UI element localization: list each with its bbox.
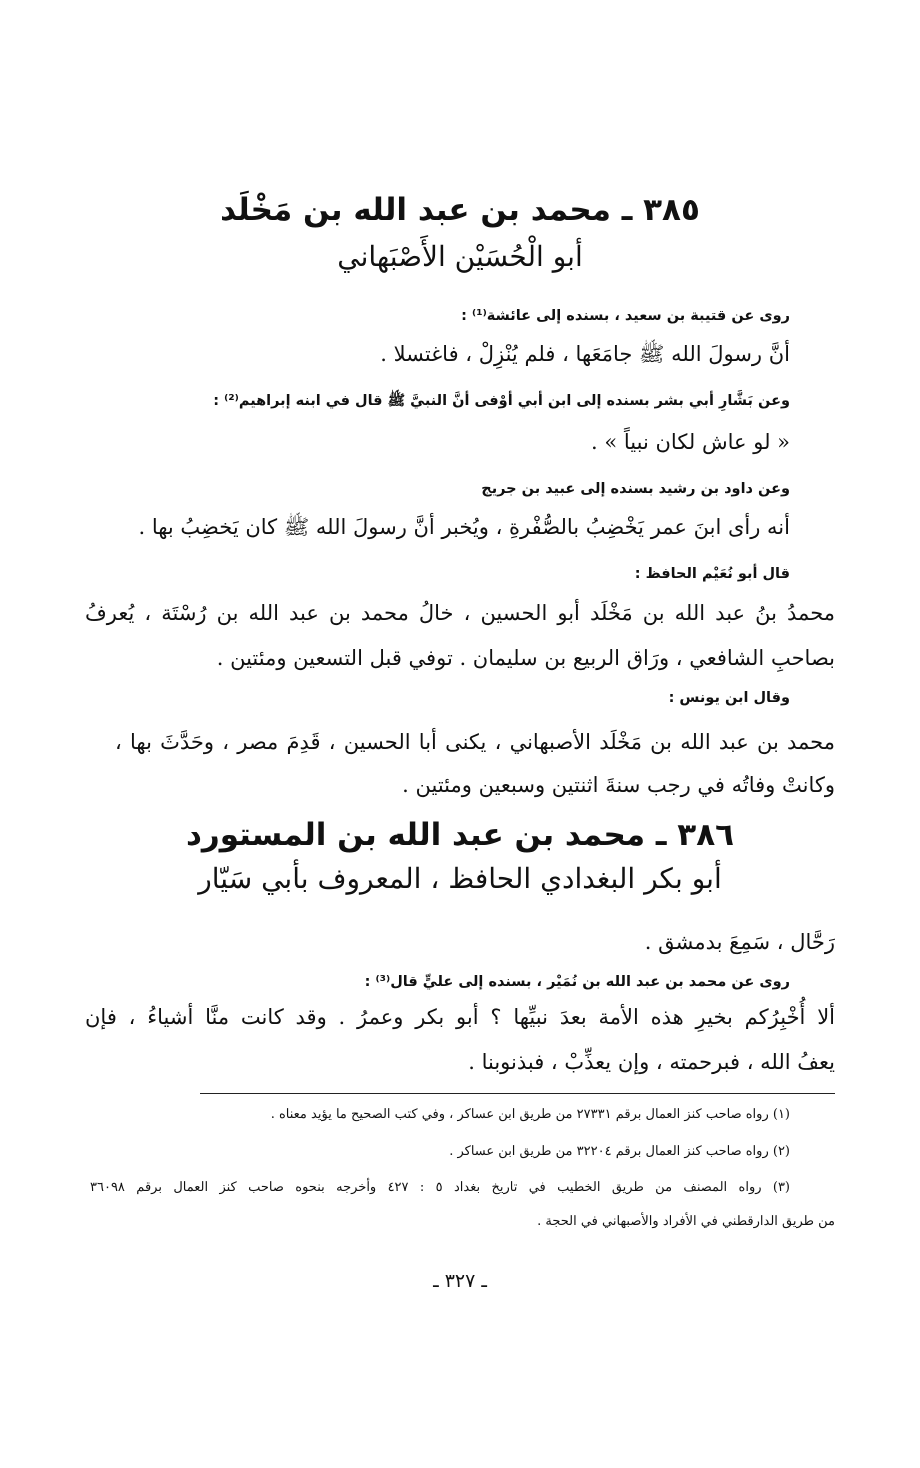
biography-text: وكانتْ وفاتُه في رجب سنةَ اثنتين وسبعين ومئتين .: [402, 773, 835, 797]
narration-chain: روى عن قتيبة بن سعيد ، بسنده إلى عائشة⁽¹⁾ :: [461, 308, 790, 324]
footnote: (١) رواه صاحب كنز العمال برقم ٢٧٣٣١ من طريق ابن عساكر ، وفي كتب الصحيح ما يؤيد معناه .: [270, 1107, 790, 1122]
entry-385-subtitle: أبو الْحُسَيْن الأَصْبَهاني: [337, 240, 583, 273]
footnote: من طريق الدارقطني في الأفراد والأصبهاني في الحجة .: [537, 1214, 835, 1229]
hadith-text: أنَّ رسولَ الله ﷺ جامَعَها ، فلم يُنْزِلْ ، فاغتسلا .: [380, 342, 790, 366]
biography-text: محمد بن عبد الله بن مَخْلَد الأصبهاني ، يكنى أبا الحسين ، قَدِمَ مصر ، وحَدَّثَ بها ،: [115, 730, 835, 754]
biography-text: رَحَّال ، سَمِعَ بدمشق .: [644, 930, 835, 954]
footnote: (٣) رواه المصنف من طريق الخطيب في تاريخ بغداد ٥ : ٤٢٧ وأخرجه بنحوه صاحب كنز العمال برقم ٣٦٠٩٨: [90, 1180, 790, 1195]
footnote: (٢) رواه صاحب كنز العمال برقم ٣٢٢٠٤ من طريق ابن عساكر .: [449, 1144, 790, 1159]
biography-text: محمدُ بنُ عبد الله بن مَخْلَد أبو الحسين ، خالُ محمد بن عبد الله بن رُسْتَة ، يُعرفُ: [85, 601, 835, 625]
narration-chain: روى عن محمد بن عبد الله بن نُمَيْر ، بسنده إلى عليٍّ قال⁽³⁾ :: [364, 974, 790, 990]
hadith-text: ألا أُخْبِرُكم بخيرِ هذه الأمة بعدَ نبيِّها ؟ أبو بكر وعمرُ . وقد كانت منَّا أشياءُ ، فإن: [85, 1005, 835, 1029]
footnote-separator: [200, 1093, 835, 1094]
entry-386-title: ٣٨٦ ـ محمد بن عبد الله بن المستورد: [185, 817, 735, 853]
hadith-text: « لو عاش لكان نبياً » .: [591, 430, 790, 454]
narration-chain: وعن داود بن رشيد بسنده إلى عبيد بن جريج: [481, 481, 790, 497]
hadith-text: يعفُ الله ، فبرحمته ، وإن يعذِّبْ ، فبذنوبنا .: [468, 1050, 835, 1074]
page-number: ـ ٣٢٧ ـ: [433, 1270, 487, 1292]
entry-386-subtitle: أبو بكر البغدادي الحافظ ، المعروف بأبي سَيّار: [198, 862, 722, 895]
narration-chain: قال أبو نُعَيْم الحافظ :: [634, 566, 790, 582]
biography-text: بصاحبِ الشافعي ، ورَاق الربيع بن سليمان . توفي قبل التسعين ومئتين .: [216, 646, 835, 670]
hadith-text: أنه رأى ابنَ عمر يَخْضِبُ بالصُّفْرةِ ، ويُخبر أنَّ رسولَ الله ﷺ كان يَخضِبُ بها .: [138, 515, 790, 539]
narration-chain: وعن بَشَّارِ أبي بشر بسنده إلى ابن أبي أوْفى أنَّ النبيَّ ﷺ قال في ابنه إبراهيم⁽²⁾ :: [213, 393, 790, 409]
entry-385-title: ٣٨٥ ـ محمد بن عبد الله بن مَخْلَد: [220, 192, 700, 228]
narration-chain: وقال ابن يونس :: [668, 690, 790, 706]
